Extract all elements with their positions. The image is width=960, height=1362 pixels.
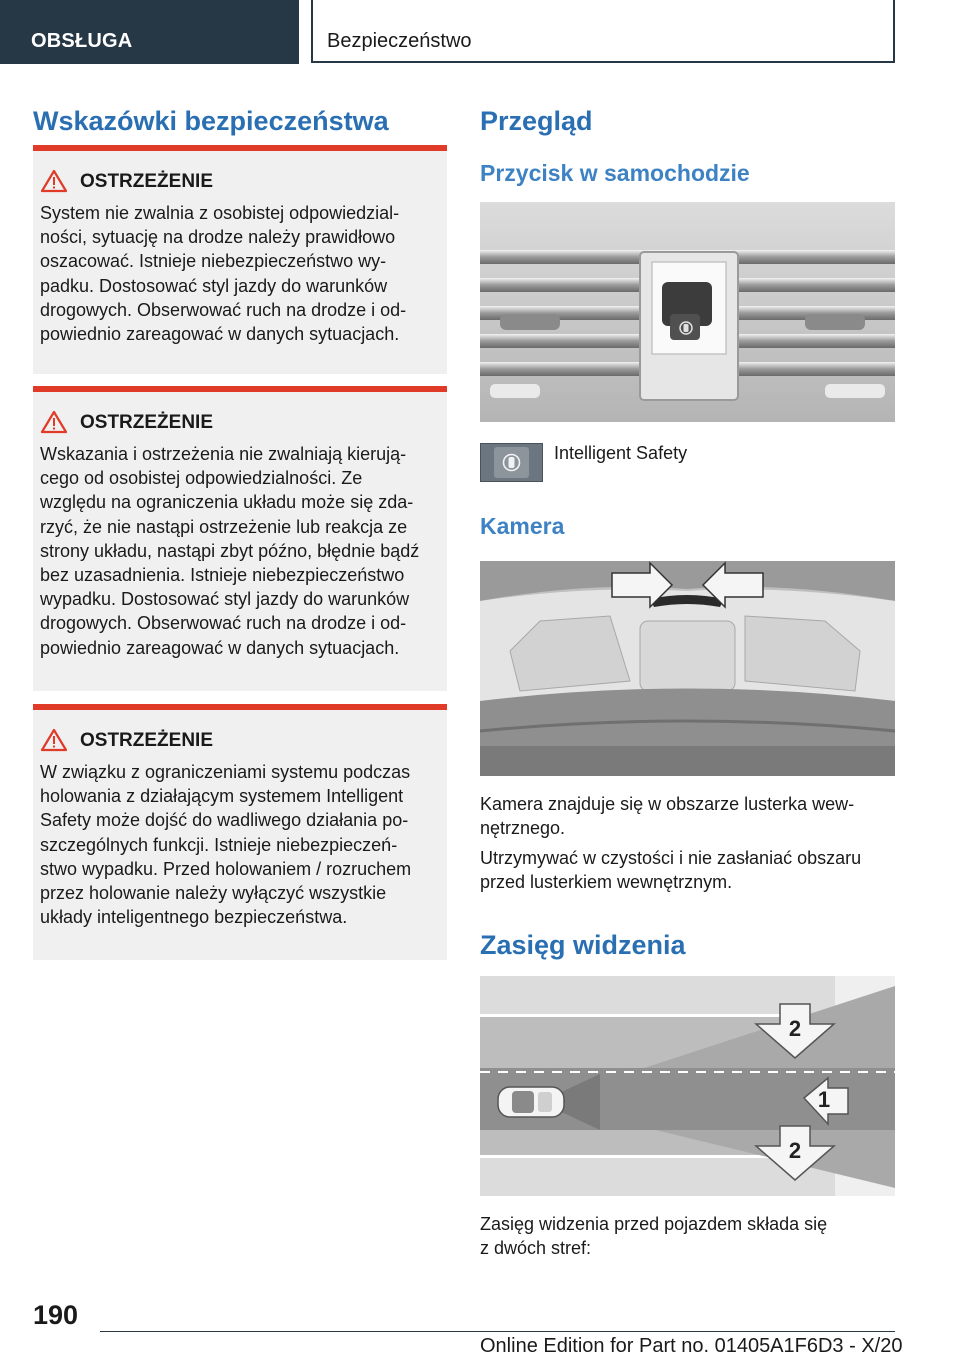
range-marker-far-bottom: 2 bbox=[788, 1138, 802, 1163]
page-number: 190 bbox=[33, 1300, 79, 1330]
header-section-tab bbox=[0, 0, 299, 64]
detection-range-figure bbox=[480, 976, 895, 1196]
warning-box-1 bbox=[33, 145, 447, 374]
camera-figure bbox=[480, 561, 895, 776]
warning-title: OSTRZEŻENIE bbox=[80, 171, 214, 192]
warning-triangle-icon bbox=[40, 169, 68, 198]
warning-triangle-icon bbox=[40, 410, 68, 439]
footer-edition: Online Edition for Part no. 01405A1F6D3 - X/20 bbox=[480, 1335, 903, 1357]
camera-heading: Kamera bbox=[480, 513, 565, 539]
warning-box-2 bbox=[33, 386, 447, 691]
button-in-car-figure bbox=[480, 202, 895, 422]
intelligent-safety-button-icon bbox=[480, 443, 543, 482]
button-heading: Przycisk w samochodzie bbox=[480, 160, 750, 186]
warning-title: OSTRZEŻENIE bbox=[80, 412, 214, 433]
camera-text-2: Utrzymywać w czystości i nie zasłaniać obszaru przed lusterkiem wewnętrznym. bbox=[480, 848, 862, 893]
overview-heading: Przegląd bbox=[480, 106, 593, 136]
warning-triangle-icon bbox=[40, 728, 68, 757]
header-chapter-tab bbox=[311, 0, 895, 63]
footer-rule bbox=[100, 1331, 895, 1332]
warning-text: W związku z ograniczeniami systemu podczas holowania z działającym systemem Intelligent Safety może dojść do wadliwego działania po- szczególnych funkcji. Istnieje niebezpieczeń- stwo wypadku. Przed holowaniem / rozruchem przez holowanie należy wyłączyć wszystkie układy inteligentnego bezpieczeństwa. bbox=[40, 762, 412, 928]
warning-title: OSTRZEŻENIE bbox=[80, 730, 214, 751]
left-heading: Wskazówki bezpieczeństwa bbox=[33, 106, 389, 136]
range-marker-near: 1 bbox=[817, 1087, 831, 1112]
button-label: Intelligent Safety bbox=[554, 443, 688, 463]
range-marker-far-top: 2 bbox=[788, 1016, 802, 1041]
warning-text: Wskazania i ostrzeżenia nie zwalniają kierują- cego od osobistej odpowiedzialności. Ze względu na ograniczenia układu może się zda- rzyć, że nie nastąpi ostrzeżenie lub reakcja ze strony układu, nastąpi zbyt późno, błędnie bądź bez uzasadnienia. Istnieje niebezpieczeństwo wypadku. Dostosować styl jazdy do warunków drogowych. Obserwować ruch na drodze i od- powiednio zareagować w danych sytuacjach. bbox=[40, 444, 420, 658]
range-heading: Zasięg widzenia bbox=[480, 930, 686, 960]
camera-text-1: Kamera znajduje się w obszarze lusterka wew- nętrznego. bbox=[480, 794, 855, 839]
range-text: Zasięg widzenia przed pojazdem składa się z dwóch stref: bbox=[480, 1214, 828, 1259]
header-section-label: OBSŁUGA bbox=[31, 30, 133, 52]
warning-box-3 bbox=[33, 704, 447, 960]
header-chapter-label: Bezpieczeństwo bbox=[327, 30, 472, 52]
warning-text: System nie zwalnia z osobistej odpowiedzial- ności, sytuację na drodze należy prawidłowo oszacować. Istnieje niebezpieczeństwo wy- padku. Dostosować styl jazdy do warunków drogowych. Obserwować ruch na drodze i od- powiednio zareagować w danych sytuacjach. bbox=[40, 203, 407, 345]
